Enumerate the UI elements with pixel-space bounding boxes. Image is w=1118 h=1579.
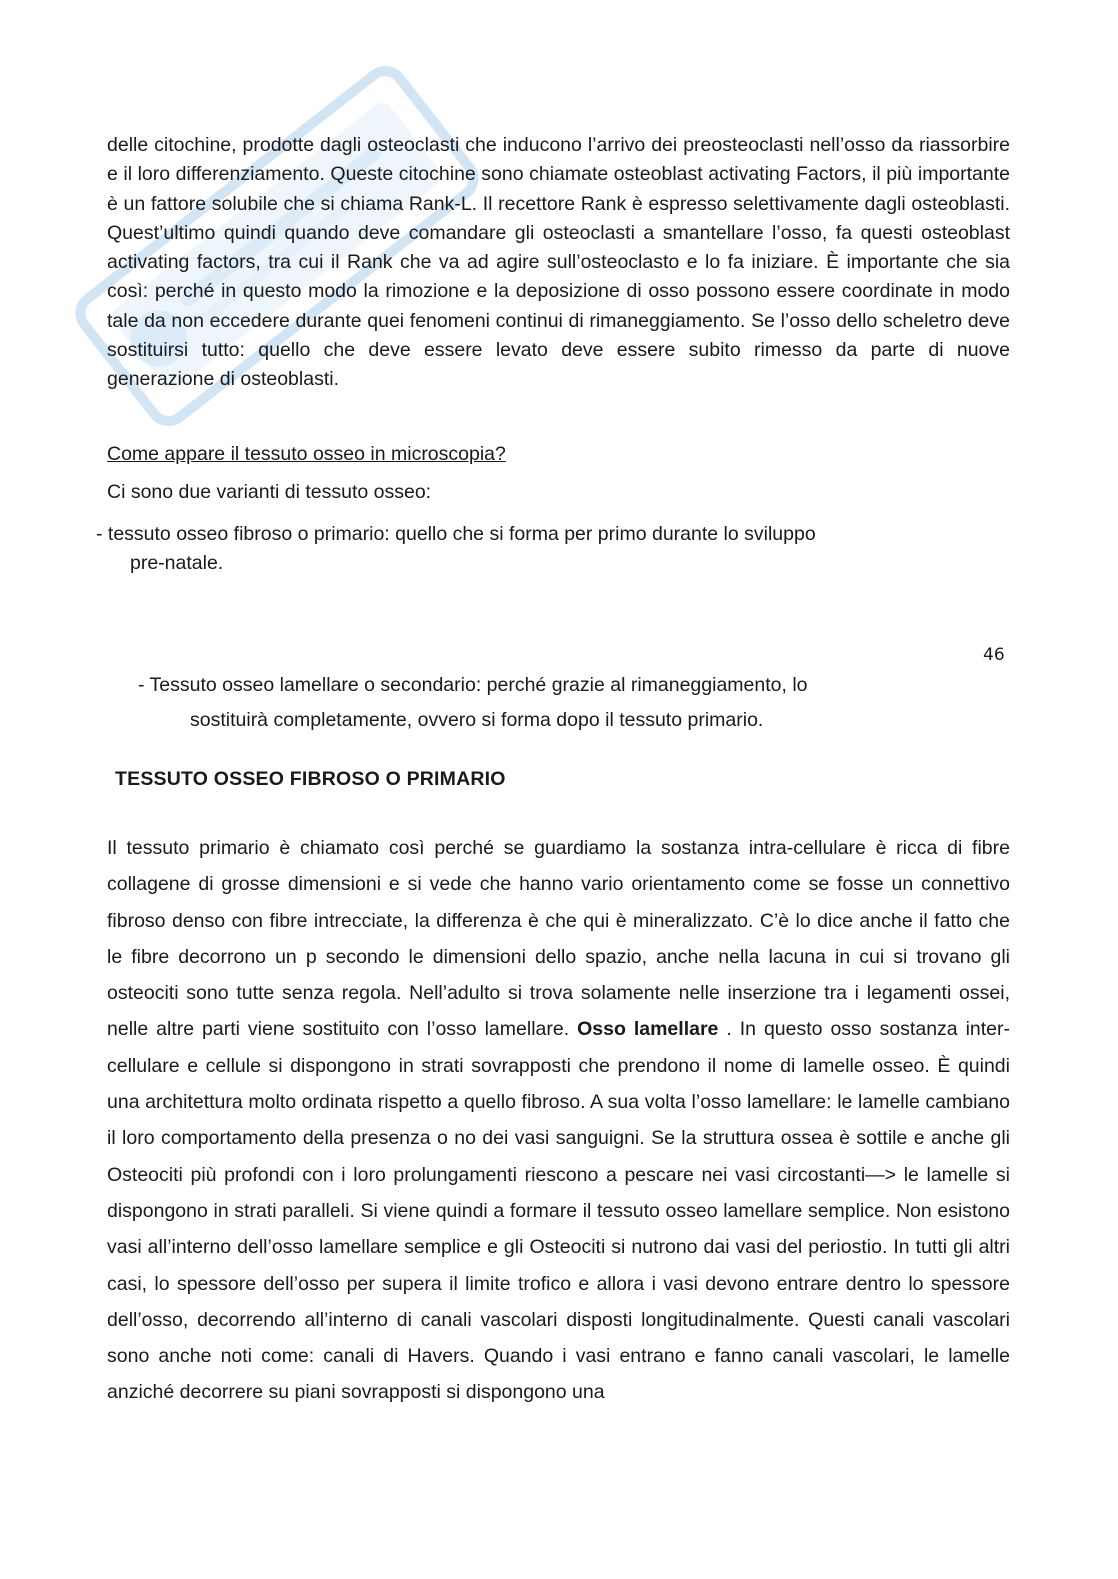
paragraph-primary-tissue-part-2: . In questo osso sostanza inter-cellulare e cellule si dispongono in strati sovrapposti che prendono il nome di lamelle osseo. È quindi una architettura molto ordinata rispetto a quello fibroso. A sua volta l’osso lamellare: le lamelle cambiano il loro comportamento della presenza o no dei vasi sanguigni. Se la struttura ossea è sottile e anche gli Osteociti più profondi con i loro prolungamenti riescono a pescare nei vasi circostanti—> le lamelle si dispongono in strati paralleli. Si viene quindi a formare il tessuto osseo lamellare semplice. Non esistono vasi all’interno dell’osso lamellare semplice e gli Osteociti si nutrono dai vasi del periostio. In tutti gli altri casi, lo spessore dell’osso per supera il limite trofico e allora i vasi devono entrare dentro lo spessore dell’osso, decorrendo all’interno di canali vascolari disposti longitudinalmente. Questi canali vascolari sono anche noti come: canali di Havers. Quando i vasi entrano e fanno canali vascolari, le lamelle anziché decorrere su piani sovrapposti si dispongono una bbox=[107, 1018, 1011, 1404]
list-item-primary-line-1: - tessuto osseo fibroso o primario: quello che si forma per primo durante lo sviluppo bbox=[96, 523, 816, 545]
page-number: 46 bbox=[983, 645, 1005, 665]
list-item-primary-line-2: pre-natale. bbox=[130, 552, 224, 574]
paragraph-primary-tissue-part-1: Il tessuto primario è chiamato così perché se guardiamo la sostanza intra-cellulare è ricca di fibre collagene di grosse dimensioni e si vede che hanno vario orientamento come se fosse un connettivo fibroso denso con fibre intrecciate, la differenza è che qui è mineralizzato. C’è lo dice anche il fatto che le fibre decorrono un p secondo le dimensioni dello spazio, anche nella lacuna in cui si trovano gli osteociti sono tutte senza regola. Nell’adulto si trova solamente nelle inserzione tra i legamenti ossei, nelle altre parti viene sostituito con l’osso lamellare. bbox=[107, 837, 1010, 1041]
list-item-secondary-line-1: - Tessuto osseo lamellare o secondario: perché grazie al rimaneggiamento, lo bbox=[138, 674, 808, 696]
bold-term-osso-lamellare: Osso lamellare bbox=[577, 1018, 719, 1041]
paragraph-osteoclasts: delle citochine, prodotte dagli osteoclasti che inducono l’arrivo dei preosteoclasti nell’osso da riassorbire e il loro differenziamento. Queste citochine sono chiamate osteoblast activating Factors, il più importante è un fattore solubile che si chiama Rank-L. Il recettore Rank è espresso selettivamente dagli osteoblasti. Quest’ultimo quindi quando deve comandare gli osteoclasti a smantellare l’osso, fa questi osteoblast activating factors, tra cui il Rank che va ad agire sull’osteoclasto e lo fa iniziare. È importante che sia così: perché in questo modo la rimozione e la deposizione di osso possono essere coordinate in modo tale da non eccedere durante quei fenomeni continui di rimaneggiamento. Se l’osso dello scheletro deve sostituirsi tutto: quello che deve essere levato deve essere subito rimesso da parte di nuove generazione di osteoblasti. bbox=[107, 134, 1010, 391]
list-item-secondary-line-2: sostituirà completamente, ovvero si forma dopo il tessuto primario. bbox=[190, 709, 764, 731]
intro-text: Ci sono due varianti di tessuto osseo: bbox=[107, 481, 432, 503]
paragraph-primary-tissue bbox=[107, 830, 1010, 1411]
section-heading: TESSUTO OSSEO FIBROSO O PRIMARIO bbox=[115, 768, 506, 790]
question-heading: Come appare il tessuto osseo in microscopia? bbox=[107, 443, 506, 465]
